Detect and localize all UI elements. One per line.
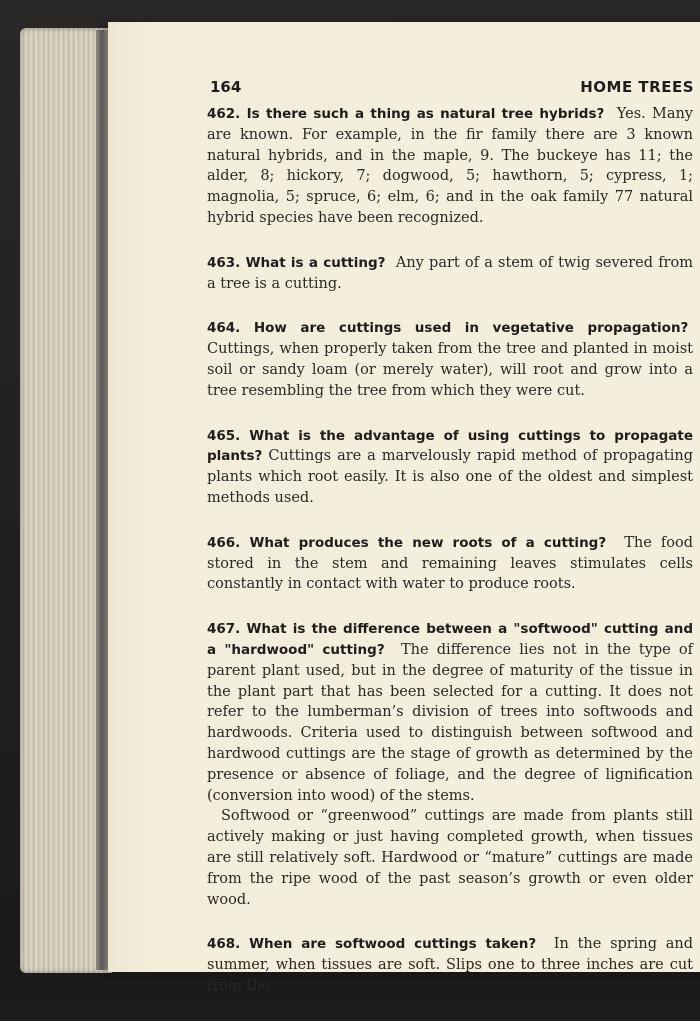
question-heading: 467. What is the difference between a "softwood" cutting and a "hardwood" cutting? (207, 621, 693, 658)
answer-text: Cuttings are a marvelously rapid method of propagating plants which root easily. It is also one of the oldest and simplest methods used. (207, 448, 693, 506)
answer-text: In the spring and summer, when tissues are soft. Slips one to three inches are cut from the (207, 936, 694, 994)
entry-paragraph (207, 253, 693, 295)
question-heading: 462. Is there such a thing as natural tree hybrids? (207, 106, 605, 122)
question-heading: 465. What is the advantage of using cuttings to propagate plants? (207, 427, 693, 465)
entry-paragraph (207, 934, 693, 996)
entry-462 (207, 104, 693, 229)
answer-text: Yes. Many are known. For example, in the fir family there are 3 known natural hybrids, and in the maple, 9. The buckeye has 11; the alder, 8; hickory, 7; dogwood, 5; hawthorn, 5; cypress, 1; magnolia, 5; spruce, 6; elm, 6; and in the oak family 77 natural hybrid species have been recognized. (207, 106, 693, 226)
page-number: 164 (210, 78, 242, 96)
page-header (210, 78, 694, 102)
entry-467 (207, 619, 693, 910)
entry-paragraph (207, 426, 693, 509)
entry-paragraph (207, 533, 693, 595)
answer-text: The food stored in the stem and remaining leaves stimulates cells constantly in contact with water to produce roots. (207, 534, 694, 593)
answer-text: Cuttings, when properly taken from the tree and planted in moist soil or sandy loam (or merely water), will root and grow into a tree resembling the tree from which they were cut. (207, 341, 693, 399)
entry-468 (207, 934, 693, 996)
answer-text: Softwood or “greenwood” cuttings are made from plants still actively making or just having completed growth, when tissues are still relatively soft. Hardwood or “mature” cuttings are made from the ripe wood of the past season’s growth or even older wood. (207, 808, 693, 908)
entry-466 (207, 533, 693, 595)
question-heading: 466. What produces the new roots of a cutting? (207, 534, 607, 551)
question-heading: 468. When are softwood cuttings taken? (207, 936, 537, 953)
question-heading: 463. What is a cutting? (207, 254, 386, 271)
answer-text: The difference lies not in the type of parent plant used, but in the degree of maturity of the tissue in the plant part that has been selected for a cutting. It does not refer to the lumberman’s division of trees into softwoods and hardwoods. Criteria used to distinguish between softwood and hardwood cuttings are the stage of growth as determined by the presence or absence of foliage, and the degree of lignification (conversion into wood) of the stems. (207, 641, 694, 804)
page-text (207, 104, 693, 1021)
entry-paragraph (207, 318, 693, 401)
entry-465 (207, 426, 693, 509)
entry-paragraph (207, 619, 693, 806)
entry-464 (207, 318, 693, 401)
entry-463 (207, 253, 693, 295)
entry-paragraph (207, 104, 693, 229)
entry-paragraph (207, 806, 693, 910)
book-spine-shadow (96, 30, 108, 970)
question-heading: 464. How are cuttings used in vegetative propagation? (207, 320, 689, 337)
answer-text: Any part of a stem of twig severed from a tree is a cutting. (207, 254, 693, 292)
running-title: HOME TREES (580, 78, 694, 96)
